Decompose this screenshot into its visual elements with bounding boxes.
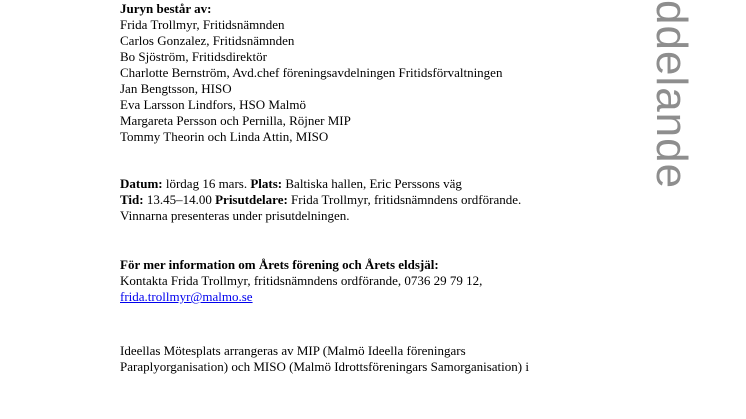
winners-note: Vinnarna presenteras under prisutdelningen.: [120, 208, 350, 223]
side-heading-container: [647, 0, 696, 230]
footer-line: Ideellas Mötesplats arrangeras av MIP (Malmö Ideella föreningars: [120, 343, 466, 358]
time-value: 13.45–14.00: [143, 192, 216, 207]
jury-member: Jan Bengtsson, HISO: [120, 81, 232, 96]
info-heading: För mer information om Årets förening och Årets eldsjäl:: [120, 257, 439, 272]
event-date-place: [120, 176, 620, 192]
contact-text: Kontakta Frida Trollmyr, fritidsnämndens ordförande, 0736 29 79 12,: [120, 273, 483, 288]
time-label: Tid:: [120, 192, 144, 207]
jury-member: Carlos Gonzalez, Fritidsnämnden: [120, 33, 295, 48]
presenter-label: Prisutdelare:: [215, 192, 288, 207]
jury-member: Bo Sjöström, Fritidsdirektör: [120, 49, 267, 64]
jury-member: Charlotte Bernström, Avd.chef föreningsavdelningen Fritidsförvaltningen: [120, 65, 503, 80]
place-value: Baltiska hallen, Eric Perssons väg: [282, 176, 462, 191]
date-label: Datum:: [120, 176, 163, 191]
date-value: lördag 16 mars.: [162, 176, 251, 191]
jury-member: Margareta Persson och Pernilla, Röjner MIP: [120, 113, 351, 128]
jury-member: Eva Larsson Lindfors, HSO Malmö: [120, 97, 306, 112]
document-body: [120, 1, 620, 375]
event-time-presenter: [120, 192, 620, 208]
footer-line: Paraplyorganisation) och MISO (Malmö Idrottsföreningars Samorganisation) i: [120, 359, 529, 374]
jury-member: Frida Trollmyr, Fritidsnämnden: [120, 17, 285, 32]
side-heading: ddelande: [647, 0, 696, 190]
place-label: Plats:: [250, 176, 283, 191]
jury-heading: Juryn består av:: [120, 1, 212, 16]
jury-member: Tommy Theorin och Linda Attin, MISO: [120, 129, 329, 144]
email-link[interactable]: frida.trollmyr@malmo.se: [120, 289, 253, 304]
presenter-value: Frida Trollmyr, fritidsnämndens ordförande.: [287, 192, 522, 207]
